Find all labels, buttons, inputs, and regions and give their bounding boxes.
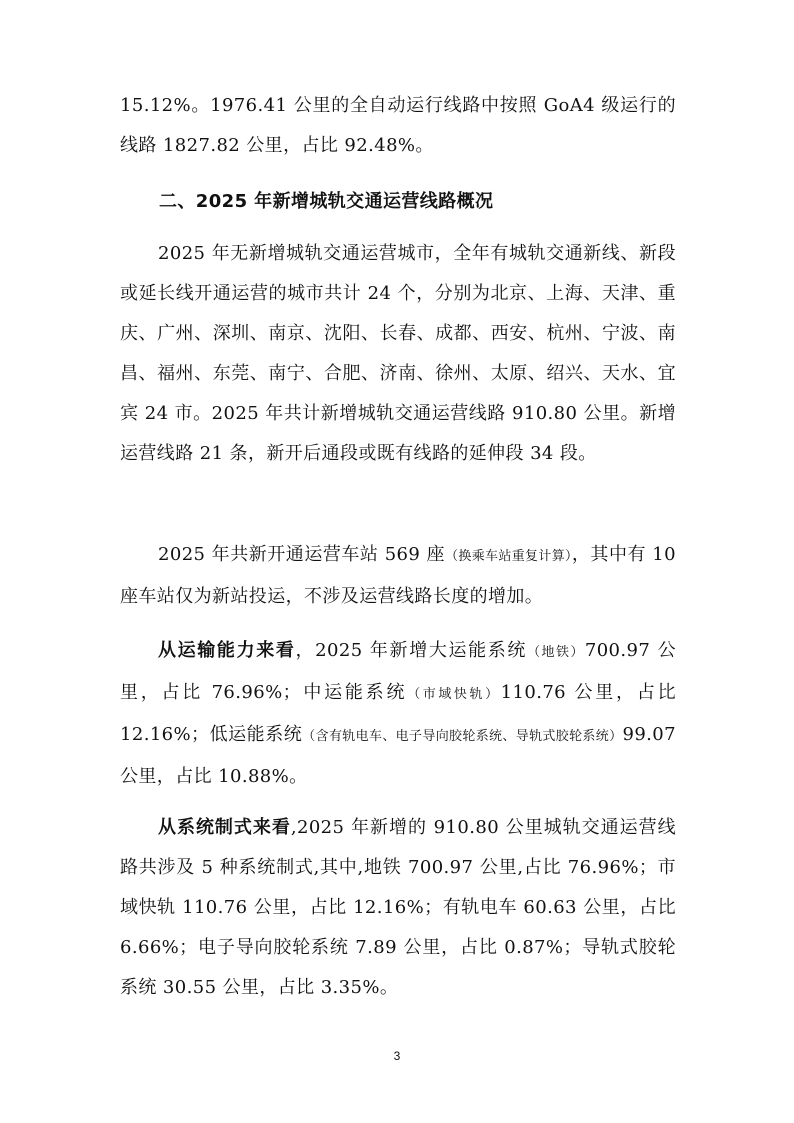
system-lead: 从系统制式来看	[158, 817, 291, 838]
capacity-note-1: （地铁）	[527, 645, 585, 660]
stations-text-1: 2025 年共新开通运营车站 569 座	[158, 544, 446, 565]
capacity-note-2: （市域快轨）	[407, 687, 501, 702]
section-heading: 二、2025 年新增城轨交通运营线路概况	[159, 191, 494, 212]
capacity-text-1: ，2025 年新增大运能系统	[295, 640, 528, 661]
stations-text-2: ，其中有 10 座车站仅为新站投运，不涉及运营线路长度的增加。	[120, 544, 676, 607]
capacity-text-4: 99.07 公里，占比 10.88%。	[120, 724, 676, 787]
stations-note: （换乘车站重复计算）	[445, 549, 572, 564]
system-text: ,2025 年新增的 910.80 公里城轨交通运营线路共涉及 5 种系统制式,其中,地铁 700.97 公里,占比 76.96%；市域快轨 110.76 公里，占比 12.16%；有轨电车 60.63 公里，占比 6.66%；电子导向胶轮系统 7.89 公里，占比 0.87%；导轨式胶轮系统 30.55 公里，占比 3.35%。	[120, 817, 676, 998]
system-paragraph	[120, 808, 676, 1008]
capacity-text-2: 700.97 公里，占比 76.96%；中运能系统	[120, 640, 676, 703]
capacity-lead: 从运输能力来看	[158, 640, 296, 661]
intro-paragraph: 15.12%。1976.41 公里的全自动运行线路中按照 GoA4 级运行的线路 1827.82 公里，占比 92.48%。	[120, 95, 676, 156]
stations-paragraph	[120, 535, 676, 617]
cities-paragraph: 2025 年无新增城轨交通运营城市，全年有城轨交通新线、新段或延长线开通运营的城市共计 24 个，分别为北京、上海、天津、重庆、广州、深圳、南京、沈阳、长春、成都、西安、杭州、宁波、南昌、福州、东莞、南宁、合肥、济南、徐州、太原、绍兴、天水、宜宾 24 市。2025 年共计新增城轨交通运营线路 910.80 公里。新增运营线路 21 条，新开后通段或既有线路的延伸段 34 段。	[120, 243, 676, 464]
page-number: 3	[393, 1049, 401, 1063]
capacity-text-3: 110.76 公里，占比 12.16%；低运能系统	[120, 682, 676, 745]
capacity-note-3: （含有轨电车、电子导向胶轮系统、导轨式胶轮系统）	[302, 729, 623, 744]
capacity-paragraph	[120, 631, 676, 797]
